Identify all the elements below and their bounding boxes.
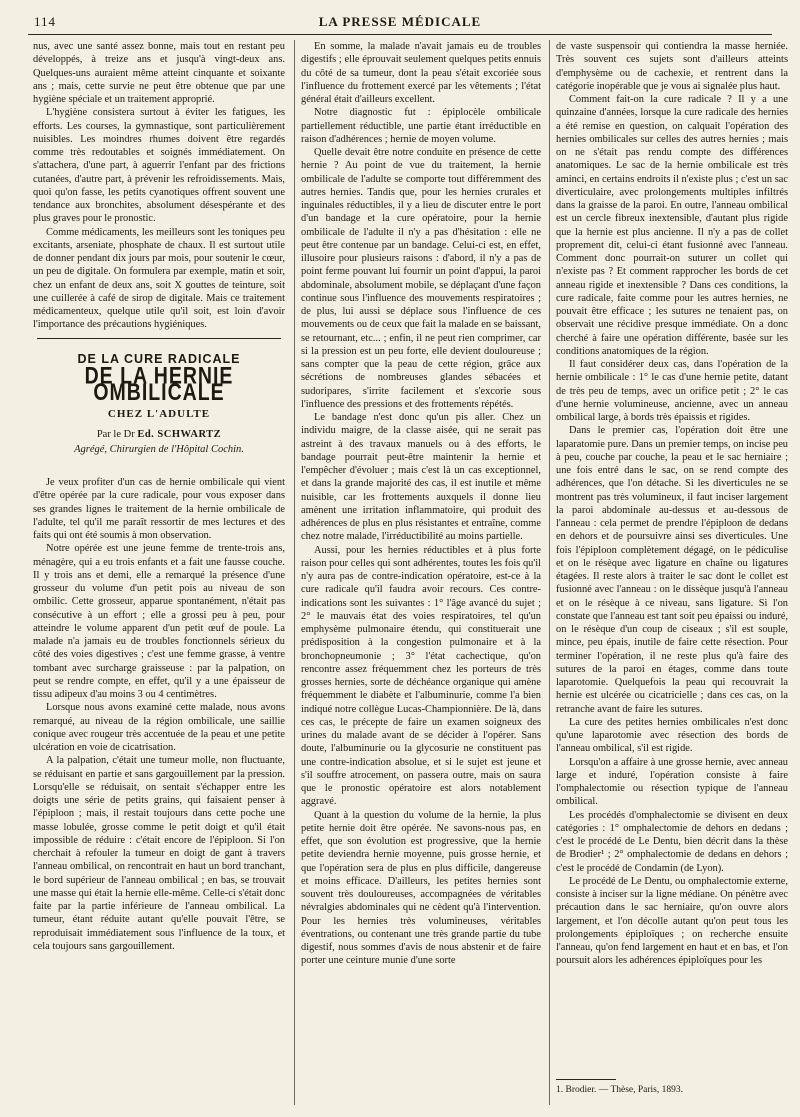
paragraph: A la palpation, c'était une tumeur molle, non fluctuante, se réduisant en partie et sans gargouillement par la pression. Lorsqu'elle se réduisait, on sentait s'échapper entre les doigts une série de petits grains, qui faisaient penser à l'épiploon ; mais, il restait toujours dans cette poche une masse lobulée, grosse comme le petit doigt et qu'il était impossible de réduire : c'était encore de l'épiploon. Si l'on cherchait à refouler la tumeur en doigt de gant à travers l'anneau ombilical, on rencontrait en haut un bord tranchant, le bord supérieur de l'anneau ombilical ; en bas, se trouvait une masse qui était la hernie elle-même. Celle-ci s'était donc faite par la partie inférieure de l'anneau ombilical. La tumeur, étant réduite autant qu'elle pouvait l'être, se reproduisait immédiatement sous l'influence de la toux, et cela toujours sans gargouillement. <box>33 755 285 952</box>
paragraph: Lorsque nous avons examiné cette malade, nous avons remarqué, au niveau de la région ombilicale, une saillie conique avec rougeur très accentuée de la peau et une petite ulcération en voie de cicatrisation. <box>33 702 285 753</box>
column-divider <box>549 40 550 1105</box>
footnote: 1. Brodier. — Thèse, Paris, 1893. <box>556 1085 684 1095</box>
column-1 <box>33 40 285 1109</box>
paragraph: Comment fait-on la cure radicale ? Il y a une quinzaine d'années, lorsque la cure radicale des hernies a été remise en question, on calquait l'opération des hernies ombilicales sur celles des autres hernies ; mais on ne s'était pas rendu compte des différences anatomiques. Le sac de la hernie ombilicale est très aminci, en certains endroits il n'existe plus ; c'est un sac diverticulaire, avec prolongements multiples infiltrés dans la graisse de la paroi. En outre, l'anneau ombilical est un cercle fibreux inextensible, d'autant plus rigide que la hernie est plus ancienne. Il n'y a pas de collet proprement dit, celui-ci étant fusionné avec l'anneau. Comment donc pourrait-on suturer un collet qui n'existe pas ? Et comment rapprocher les bords de cet anneau rigide et inextensible ? Dans ces conditions, la cure radicale, faite comme pour les autres hernies, ne pouvait être efficace ; les sutures ne tenaient pas, on observait une récidive presque immédiate. On a donc cherché à faire une opération différente, basée sur les conditions anatomiques de la région. <box>556 94 788 357</box>
article-supertitle: DE LA CURE RADICALE <box>77 351 241 366</box>
paragraph: La cure des petites hernies ombilicales n'est donc qu'une laparotomie avec résection des bords de l'anneau ombilical, s'il est rigide. <box>556 716 788 755</box>
column-3 <box>556 40 788 1073</box>
paragraph: Lorsqu'on a affaire à une grosse hernie, avec anneau large et induré, l'opération consiste à faire l'omphalectomie ou résection typique de l'anneau ombilical. <box>556 756 788 808</box>
paragraph: Je veux profiter d'un cas de hernie ombilicale qui vient d'être opérée par la cure radicale, pour vous exposer dans ses grandes lignes le traitement de la hernie ombilicale de l'adulte, tel qu'il me paraît ressortir de mes lectures et des faits qui ont été soumis à mon observation. <box>33 477 285 541</box>
paragraph: de vaste suspensoir qui contiendra la masse herniée. Très souvent ces sujets sont d'ailleurs atteints d'emphysème ou de cachexie, et rentrent dans la catégorie inopérable que je vous ai signalée plus haut. <box>556 41 788 92</box>
paragraph: Notre diagnostic fut : épiplocèle ombilicale partiellement réductible, une partie étant irréductible en raison d'adhérences ; hernie de moyen volume. <box>301 107 541 145</box>
author-name: Ed. SCHWARTZ <box>137 428 222 440</box>
article-title: DE LA HERNIE OMBILICALE <box>84 362 234 407</box>
column-2 <box>301 40 541 1109</box>
journal-title: LA PRESSE MÉDICALE <box>318 14 482 29</box>
page-header <box>28 12 772 32</box>
section-rule <box>37 338 281 339</box>
paragraph: Le bandage n'est donc qu'un pis aller. Chez un individu maigre, de la classe aisée, qui ne serait pas astreint à des travaux manuels ou à des efforts, le bandage pourrait peut-être maintenir la hernie et l'empêcher d'évoluer ; mais c'est là un cas exceptionnel, et dans la grande majorité des cas, il est inutile et même nuisible, car les frottements auxquels il donne lieu amènent une irritation inflammatoire, qui produit des adhérences de plus en plus résistantes et entraîne, comme chez notre malade, l'irréductibilité au moins partielle. <box>301 412 541 543</box>
byline-prefix: Par le Dr <box>96 428 135 440</box>
paragraph: Comme médicaments, les meilleurs sont les toniques peu excitants, arseniate, phosphate de chaux. Il est surtout utile de donner pendant dix jours par mois, pour soutenir le cœur, un peu de digitale. On formulera par exemple, matin et soir, chez un enfant de deux ans, soit X gouttes de teinture, soit une cuillerée à café de sirop de digitale. Mais ce traitement médicamenteux, quelque utile qu'il soit, est loin d'avoir l'importance des précautions hygiéniques. <box>33 226 285 331</box>
paragraph: Quelle devait être notre conduite en présence de cette hernie ? Au point de vue du traitement, la hernie ombilicale de l'adulte se comporte tout différemment des autres hernies. Tandis que, pour les hernies crurales et inguinales réductibles, il y a lieu de discuter entre le port d'un bandage et la cure opératoire, pour la hernie ombilicale de l'adulte il n'y a pas d'hésitation : elle ne peut être contenue par un bandage. Celui-ci est, en effet, illusoire pour plusieurs raisons : d'abord, il n'y a pas de point ferme pouvant lui fournir un point d'appui, la paroi abdominale, absolument mobile, se déplaçant d'une façon continue sous l'influence des mouvements respiratoires ; de plus, lui aussi se déplace sous l'influence de ces mouvements ou de ceux que fait la malade en se baissant, se retournant, etc... ; enfin, il ne peut rien comprimer, car si la pression est un peu forte, elle devient douloureuse ; sans compter que la peau de cette région, grâce aux sécrétions de nombreuses glandes sébacées et sudoripares, s'irrite facilement et s'excorie sous l'influence des pressions et des frottements répétés. <box>301 147 541 410</box>
paragraph: Il faut considérer deux cas, dans l'opération de la hernie ombilicale : 1° le cas d'une hernie petite, datant de très peu de temps, avec un orifice petit ; 2° le cas d'une hernie volumineuse, ancienne, avec un anneau ombilical large, à bords très épaissis et rigides. <box>556 359 788 423</box>
article-byline <box>33 428 285 441</box>
author-affiliation: Agrégé, Chirurgien de l'Hôpital Cochin. <box>74 443 244 455</box>
paragraph: Aussi, pour les hernies réductibles et à plus forte raison pour celles qui sont adhérentes, toutes les fois qu'il n'y aura pas de contre-indication opératoire, est-ce à la cure radicale qu'il faudra avoir recours. Ces contre-indications sont les suivantes : 1° l'âge avancé du sujet ; 2° le mauvais état des voies respiratoires, tel qu'un emphysème pulmonaire étendu, qui constituerait une prédisposition à la congestion pulmonaire et à la bronchopneumonie ; 3° l'état cachectique, qu'on rencontre assez fréquemment chez les porteurs de très grosses hernies, sorte de déchéance organique qui amène fréquemment le diabète et l'albuminurie, comme l'a bien indiqué notre collègue Lucas-Championnière. De là, dans ces cas, le précepte de faire un examen soigneux des urines du malade avant de se décider à l'opérer. Sans doute, l'albuminurie ou la glycosurie ne constituent pas une contre-indication absolue, et si le sujet est jeune et s'il souffre atrocement, on passera outre, mais on saura que le pronostic opératoire est alors notablement aggravé. <box>301 544 541 808</box>
paragraph: Notre opérée est une jeune femme de trente-trois ans, ménagère, qui a eu trois enfants et a fait une fausse couche. Il y trois ans et demi, elle a remarqué la présence d'une grosseur du volume d'un petit pois au niveau de son ombilic. Cette grosseur, apparue spontanément, n'était pas consécutive à un effort ; elle a grossi peu à peu, pour atteindre le volume apparent d'un petit œuf de poule. La malade n'a jamais eu de troubles fonctionnels sérieux du côté des voies digestives ; c'est une femme grasse, à ventre tombant avec surcharge graisseuse : par la palpation, on peut se rendre compte, en effet, qu'il y a une épaisseur de tissu adipeux d'au moins 3 ou 4 centimètres. <box>33 543 285 700</box>
paragraph: Quant à la question du volume de la hernie, la plus petite hernie doit être opérée. Ne savons-nous pas, en effet, que son évolution est progressive, que la hernie petite deviendra hernie moyenne, puis grosse hernie, et que l'opération sera de plus en plus difficile, dangereuse et moins efficace. D'ailleurs, les petites hernies sont souvent très douloureuses, accompagnées de véritables névralgies abdominales qui ne cèdent qu'à l'intervention. Pour les hernies très volumineuses, véritables éventrations, ou contenant une très grande partie du tube digestif, nous sommes d'avis de nous abstenir et de faire porter une ceinture munie d'une sorte <box>301 809 541 967</box>
article-subtitle: CHEZ L'ADULTE <box>107 408 211 421</box>
paragraph: nus, avec une santé assez bonne, mais tout en restant peu développés, à treize ans et jusqu'à vingt-deux ans. Quelques-uns auraient même atteint cinquante et soixante ans ; mais, cette survie ne peut être obtenue que par une hygiène spéciale et un traitement approprié. <box>33 41 285 105</box>
paragraph: En somme, la malade n'avait jamais eu de troubles digestifs ; elle éprouvait seulement quelques petits ennuis du côté de sa tumeur, dont la peau s'était excoriée sous l'influence du frottement exercé par les vêtements ; l'état général était d'ailleurs excellent. <box>301 41 541 105</box>
footnote-rule <box>556 1079 616 1080</box>
header-rule <box>28 34 772 35</box>
article-heading <box>33 332 285 477</box>
paragraph: Dans le premier cas, l'opération doit être une laparatomie pure. Dans un premier temps, on incise peu à peu, couche par couche, la peau et le sac herniaire ; une fois entré dans le sac, on se rend compte des adhérences, que l'on détache. Si les diverticules ne se montrent pas très volumineux, il faut inciser largement la paroi abdominale au-dessus et au-dessous de l'anneau : cela permet de prendre l'épiploon de dedans en dehors et de poursuivre ainsi ses diverticules. Une fois l'épiploon complètement dégagé, on le pédiculise et on le résèque avec ligature en chaîne ou ligatures étagées. Il reste alors à traiter le sac dont le collet est fusionné avec l'anneau : on le dissèque jusqu'à l'anneau et on le résèque à ce niveau, sans ligature. Si l'on constate que l'anneau est tant soit peu épaissi ou induré, on le résèque d'un coup de ciseaux ; s'il est souple, mince, peu épais, inutile de faire cette résection. Pour terminer l'opération, il ne reste plus qu'à faire des sutures de la paroi en étages, comme dans toute laparotomie. Quelquefois la peau qui recouvrait la hernie est ulcérée ou cicatricielle ; dans ces cas, on la retranche avant de faire les sutures. <box>556 425 788 715</box>
page-number: 114 <box>34 14 57 29</box>
paragraph: Les procédés d'omphalectomie se divisent en deux catégories : 1° omphalectomie de dehors en dedans ; c'est le procédé de Le Dentu, bien décrit dans la thèse de Brodier¹ ; 2° omphalectomie de dedans en dehors ; c'est le procédé de Condamin (de Lyon). <box>556 809 788 874</box>
paragraph: Le procédé de Le Dentu, ou omphalectomie externe, consiste à inciser sur la ligne médiane. On pénètre avec précaution dans le sac herniaire, qu'on ouvre alors largement, et l'on décolle autant qu'on peut tous les prolongements épiploïques ; on recherche ensuite l'anneau, qu'on fend largement en haut et en bas, et l'on poursuit alors les adhérences épiploïques pour les <box>556 875 788 967</box>
column-divider <box>294 40 295 1105</box>
paragraph: L'hygiène consistera surtout à éviter les fatigues, les efforts. Les courses, la gymnastique, sont particulièrement nuisibles. Les moindres rhumes doivent être regardés comme très redoutables et soignés immédiatement. On s'attachera, d'une part, à aguerrir l'enfant par des frictions cutanées, d'autre part, à prévenir les refroidissements. Mais, quoi qu'on fasse, les petits cyanotiques offrent souvent une tendance aux bronchites, absolument désespérante et des plus graves pour le pronostic. <box>33 107 285 225</box>
